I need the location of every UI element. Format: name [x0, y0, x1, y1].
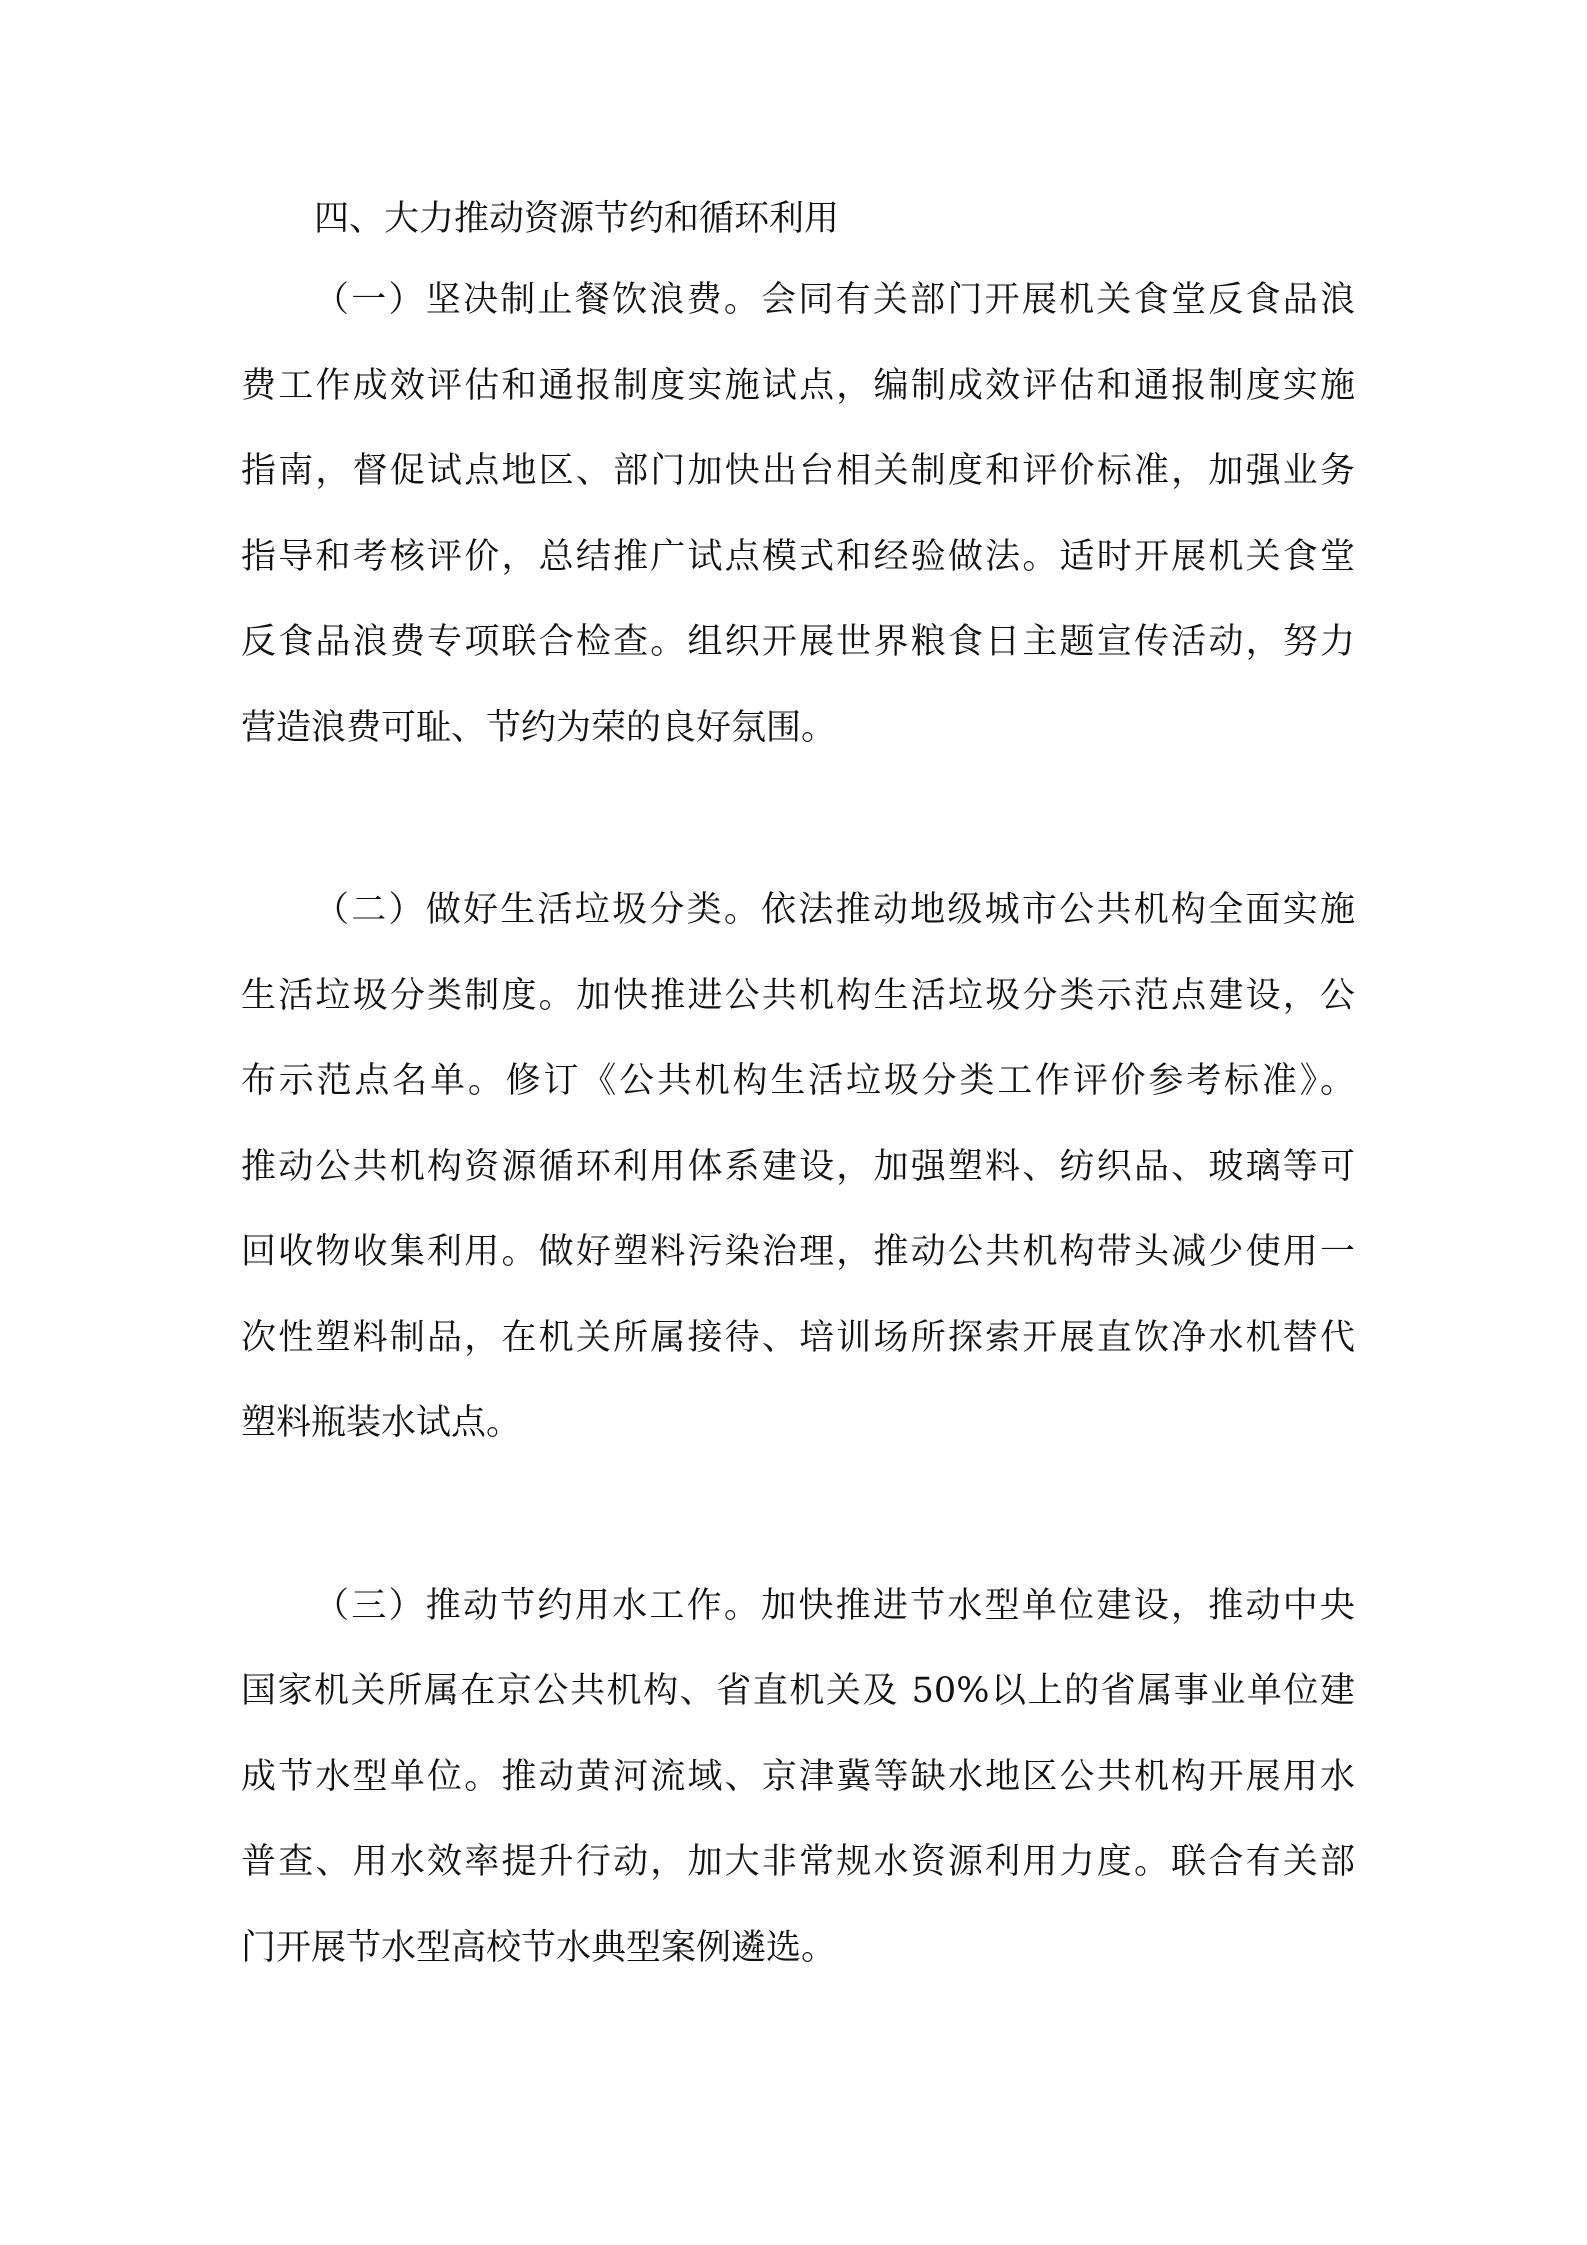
paragraph-water-saving [241, 1564, 1355, 1992]
paragraph-line: 回收物收集利用。做好塑料污染治理，推动公共机构带头减少使用一 [241, 1232, 1355, 1272]
paragraph-line: 次性塑料制品，在机关所属接待、培训场所探索开展直饮净水机替代 [241, 1317, 1355, 1358]
paragraph-line: 国家机关所属在京公共机构、省直机关及 50%以上的省属事业单位建 [241, 1671, 1355, 1711]
paragraph-line: 生活垃圾分类制度。加快推进公共机构生活垃圾分类示范点建设，公 [241, 975, 1355, 1016]
paragraph-line: 普查、用水效率提升行动，加大非常规水资源利用力度。联合有关部 [241, 1842, 1355, 1882]
paragraph-line: （三）推动节约用水工作。加快推进节水型单位建设，推动中央 [314, 1585, 1355, 1626]
paragraph-line: 营造浪费可耻、节约为荣的良好氛围。 [241, 707, 837, 748]
paragraph-line: （一）坚决制止餐饮浪费。会同有关部门开展机关食堂反食品浪 [314, 280, 1355, 320]
paragraph-line: 门开展节水型高校节水典型案例遴选。 [241, 1927, 837, 1968]
paragraph-line: （二）做好生活垃圾分类。依法推动地级城市公共机构全面实施 [314, 890, 1355, 930]
paragraph-line: 布示范点名单。修订《公共机构生活垃圾分类工作评价参考标准》。 [241, 1061, 1355, 1101]
section-heading: 四、大力推动资源节约和循环利用 [314, 199, 840, 239]
paragraph-line: 费工作成效评估和通报制度实施试点，编制成效评估和通报制度实施 [241, 365, 1355, 406]
paragraph-line: 指导和考核评价，总结推广试点模式和经验做法。适时开展机关食堂 [241, 536, 1355, 577]
paragraph-line: 推动公共机构资源循环利用体系建设，加强塑料、纺织品、玻璃等可 [241, 1146, 1355, 1187]
paragraph-food-waste [241, 258, 1355, 771]
paragraph-line: 塑料瓶装水试点。 [241, 1403, 522, 1443]
paragraph-line: 成节水型单位。推动黄河流域、京津冀等缺水地区公共机构开展用水 [241, 1756, 1355, 1797]
paragraph-line: 反食品浪费专项联合检查。组织开展世界粮食日主题宣传活动，努力 [241, 622, 1355, 662]
document-body [241, 199, 1355, 1991]
paragraph-waste-sorting [241, 868, 1355, 1467]
paragraph-line: 指南，督促试点地区、部门加快出台相关制度和评价标准，加强业务 [241, 451, 1355, 491]
